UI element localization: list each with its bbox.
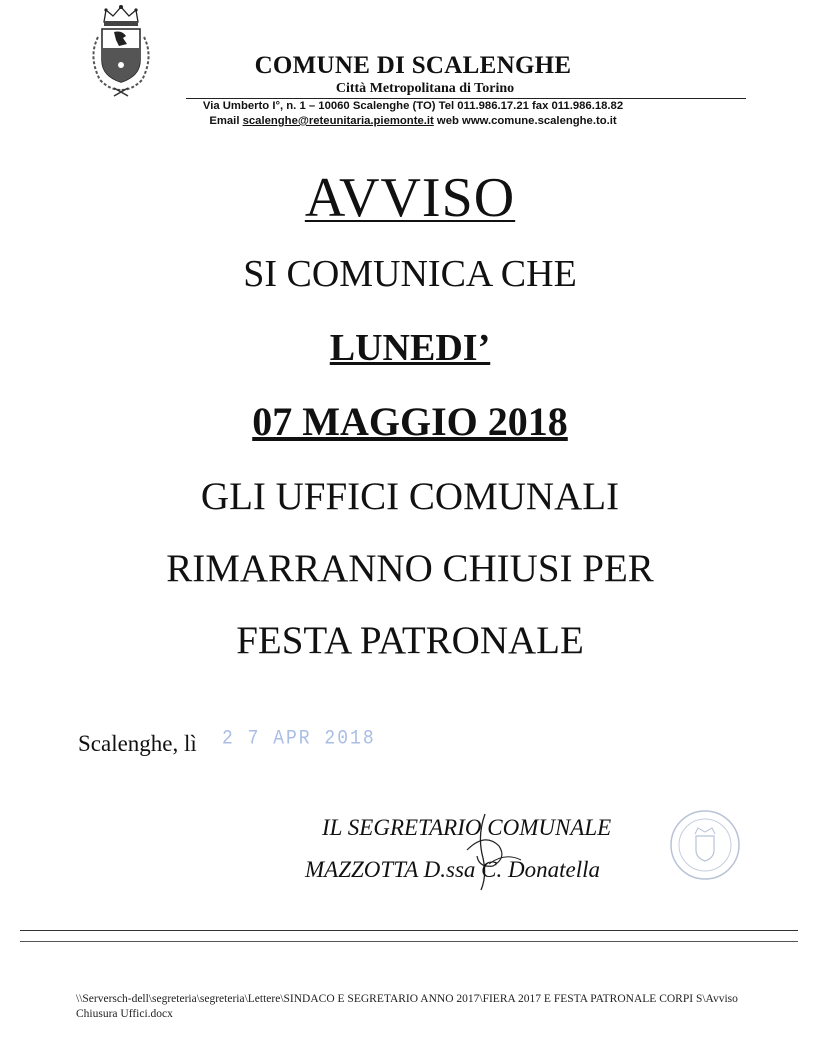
official-seal-icon bbox=[668, 808, 742, 882]
org-subtitle: Città Metropolitana di Torino bbox=[335, 81, 515, 96]
contact-line bbox=[186, 115, 640, 127]
notice-line-reason: FESTA PATRONALE bbox=[236, 619, 584, 662]
notice-line-intro: SI COMUNICA CHE bbox=[243, 253, 577, 295]
footer-rule bbox=[20, 941, 798, 942]
notice-line-date: 07 MAGGIO 2018 bbox=[252, 399, 568, 444]
letterhead-rule bbox=[186, 98, 746, 99]
web-label: web bbox=[436, 115, 459, 127]
email-label: Email bbox=[209, 115, 240, 127]
date-stamp: 2 7 APR 2018 bbox=[222, 727, 376, 751]
website-link[interactable]: www.comune.scalenghe.to.it bbox=[462, 115, 617, 127]
email-link[interactable]: scalenghe@reteunitaria.piemonte.it bbox=[242, 115, 434, 127]
file-path: \\Serversch-dell\segreteria\segreteria\Lettere\SINDACO E SEGRETARIO ANNO 2017\FIERA 2017 E FESTA PATRONALE CORPI S\Avviso Chiusura Uffici.docx bbox=[76, 993, 738, 1020]
notice-title: AVVISO bbox=[304, 167, 516, 229]
notice-line-offices: GLI UFFICI COMUNALI bbox=[200, 475, 620, 518]
footer-rule bbox=[20, 930, 798, 931]
notice-line-closed: RIMARRANNO CHIUSI PER bbox=[166, 547, 654, 590]
place-date-label: Scalenghe, lì bbox=[78, 731, 197, 756]
notice-line-day: LUNEDI’ bbox=[329, 327, 491, 369]
signatory-title: IL SEGRETARIO COMUNALE bbox=[322, 815, 612, 840]
org-name: COMUNE DI SCALENGHE bbox=[254, 52, 572, 79]
signatory-name: MAZZOTTA D.ssa C. Donatella bbox=[305, 857, 601, 882]
address-line: Via Umberto I°, n. 1 – 10060 Scalenghe (TO) Tel 011.986.17.21 fax 011.986.18.82 bbox=[202, 100, 624, 112]
municipal-crest-icon bbox=[86, 2, 156, 100]
